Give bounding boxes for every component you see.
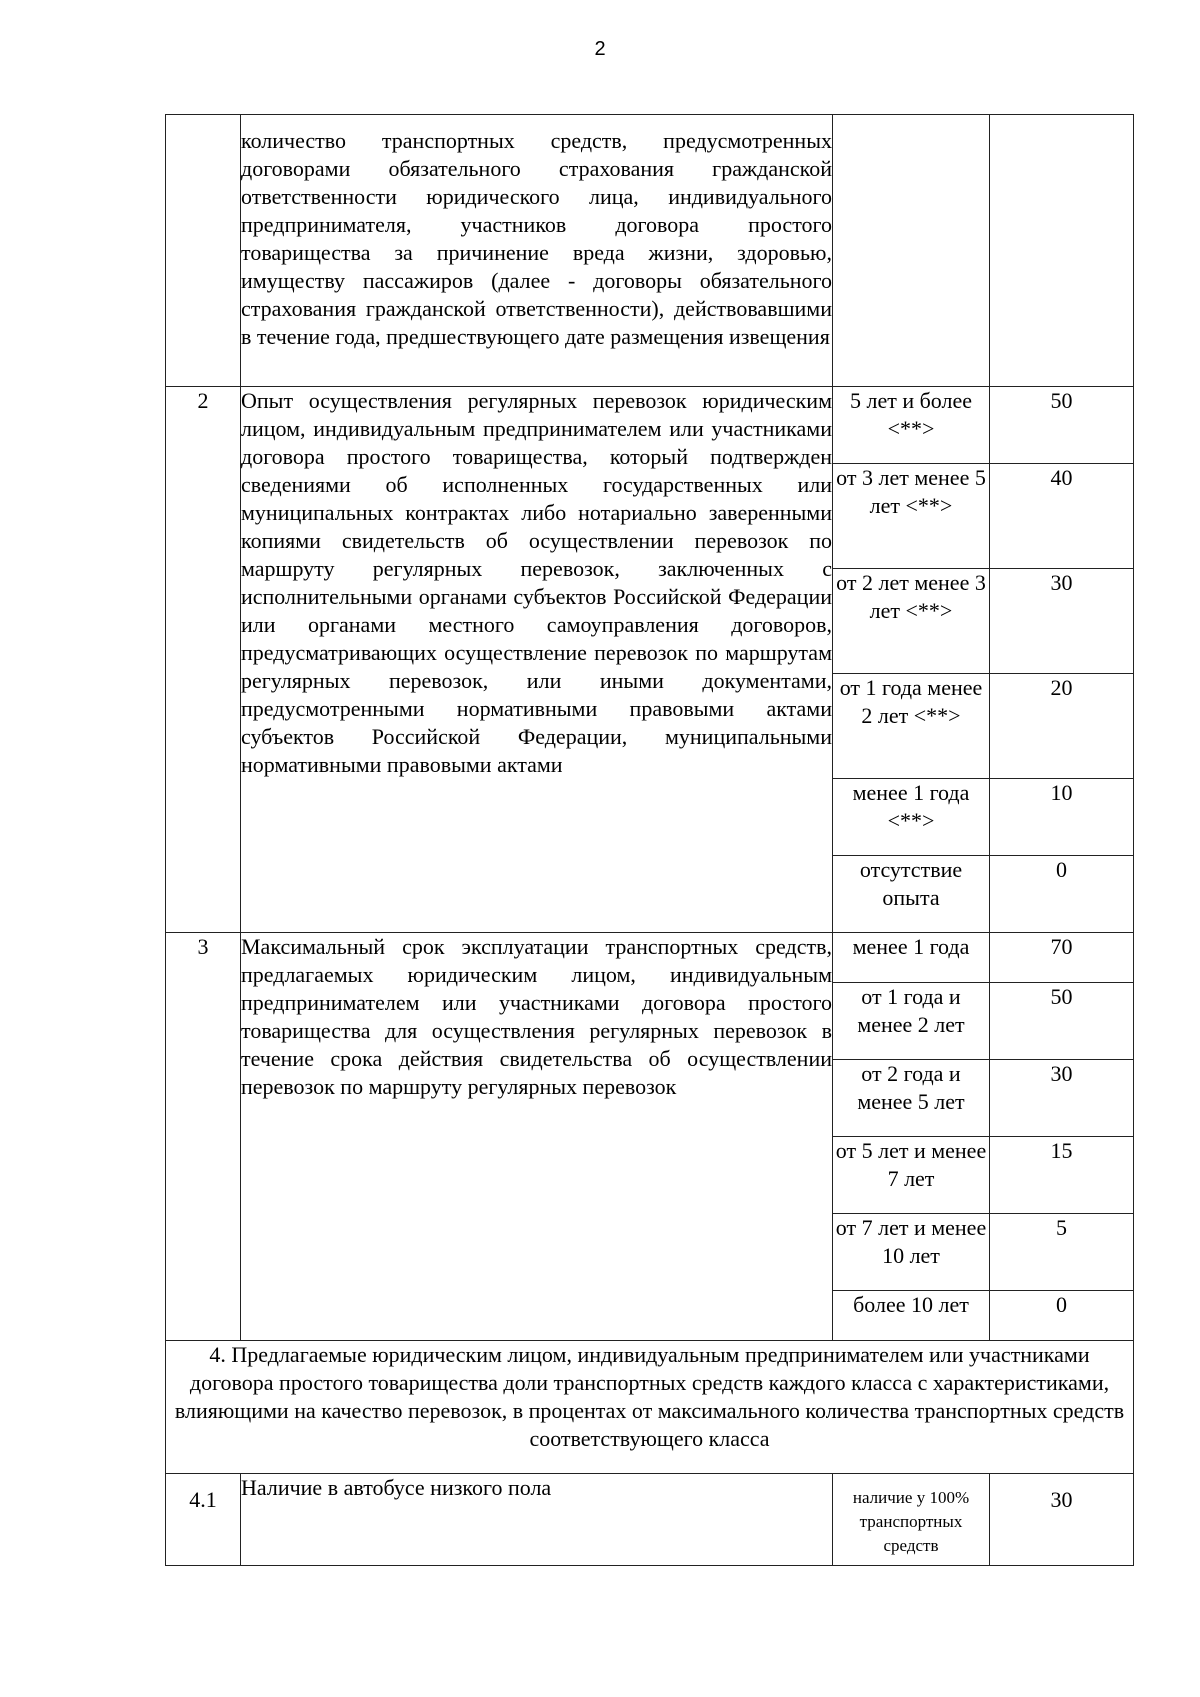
criterion-score: 5 xyxy=(990,1214,1134,1291)
criterion-value-cell xyxy=(833,115,990,387)
criterion-description: Опыт осуществления регулярных перевозок юридическим лицом, индивидуальным предпринимателем или участниками договора простого товарищества, который подтвержден сведениями об исполненных государственных или муниципальных контрактах либо нотариально заверенными копиями свидетельств об осуществлении перевозок по маршруту регулярных перевозок, заключенных с исполнительными органами субъектов Российской Федерации или органами местного самоуправления договоров, предусматривающих осуществление перевозок по маршрутам регулярных перевозок, или иными документами, предусмотренными нормативными правовыми актами субъектов Российской Федерации, муниципальными нормативными правовыми актами xyxy=(241,387,833,933)
criterion-value: более 10 лет xyxy=(833,1291,990,1341)
criterion-score: 40 xyxy=(990,464,1134,569)
criterion-value: от 3 лет менее 5 лет <**> xyxy=(833,464,990,569)
criterion-score: 50 xyxy=(990,983,1134,1060)
criterion-score-cell xyxy=(990,115,1134,387)
page-number: 2 xyxy=(594,38,606,60)
criterion-description: Наличие в автобусе низкого пола xyxy=(241,1474,833,1566)
table-row xyxy=(166,387,1134,464)
row-number: 4.1 xyxy=(166,1474,241,1566)
criterion-score: 30 xyxy=(990,569,1134,674)
criterion-value: отсутствие опыта xyxy=(833,856,990,933)
criterion-value: 5 лет и более <**> xyxy=(833,387,990,464)
criterion-value: менее 1 года xyxy=(833,933,990,983)
table-row xyxy=(166,1341,1134,1474)
row-number: 3 xyxy=(166,933,241,1341)
criterion-score: 10 xyxy=(990,779,1134,856)
criterion-value: наличие у 100% транспортных средств xyxy=(833,1474,990,1566)
criterion-score: 50 xyxy=(990,387,1134,464)
criterion-score: 20 xyxy=(990,674,1134,779)
row-number: 2 xyxy=(166,387,241,933)
criterion-score: 30 xyxy=(990,1474,1134,1566)
criterion-value: от 1 года и менее 2 лет xyxy=(833,983,990,1060)
criterion-value: менее 1 года <**> xyxy=(833,779,990,856)
criteria-table xyxy=(165,114,1134,1566)
table-row xyxy=(166,115,1134,387)
criterion-description: количество транспортных средств, предусмотренных договорами обязательного страхования гражданской ответственности юридического лица, индивидуального предпринимателя, участников договора простого товарищества за причинение вреда жизни, здоровью, имуществу пассажиров (далее - договоры обязательного страхования гражданской ответственности), действовавшими в течение года, предшествующего дате размещения извещения xyxy=(241,115,833,387)
criterion-value: от 1 года менее 2 лет <**> xyxy=(833,674,990,779)
criterion-value: от 2 года и менее 5 лет xyxy=(833,1060,990,1137)
criterion-value: от 7 лет и менее 10 лет xyxy=(833,1214,990,1291)
table-row xyxy=(166,1474,1134,1566)
row-number-cell xyxy=(166,115,241,387)
criterion-score: 70 xyxy=(990,933,1134,983)
criterion-score: 30 xyxy=(990,1060,1134,1137)
criterion-score: 0 xyxy=(990,856,1134,933)
criterion-description: Максимальный срок эксплуатации транспортных средств, предлагаемых юридическим лицом, индивидуальным предпринимателем или участниками договора простого товарищества для осуществления регулярных перевозок в течение срока действия свидетельства об осуществлении перевозок по маршруту регулярных перевозок xyxy=(241,933,833,1341)
criterion-score: 15 xyxy=(990,1137,1134,1214)
criterion-value: от 2 лет менее 3 лет <**> xyxy=(833,569,990,674)
criterion-value: от 5 лет и менее 7 лет xyxy=(833,1137,990,1214)
criterion-score: 0 xyxy=(990,1291,1134,1341)
table-row xyxy=(166,933,1134,983)
section-heading: 4. Предлагаемые юридическим лицом, индивидуальным предпринимателем или участниками договора простого товарищества доли транспортных средств каждого класса с характеристиками, влияющими на качество перевозок, в процентах от максимального количества транспортных средств соответствующего класса xyxy=(166,1341,1134,1474)
